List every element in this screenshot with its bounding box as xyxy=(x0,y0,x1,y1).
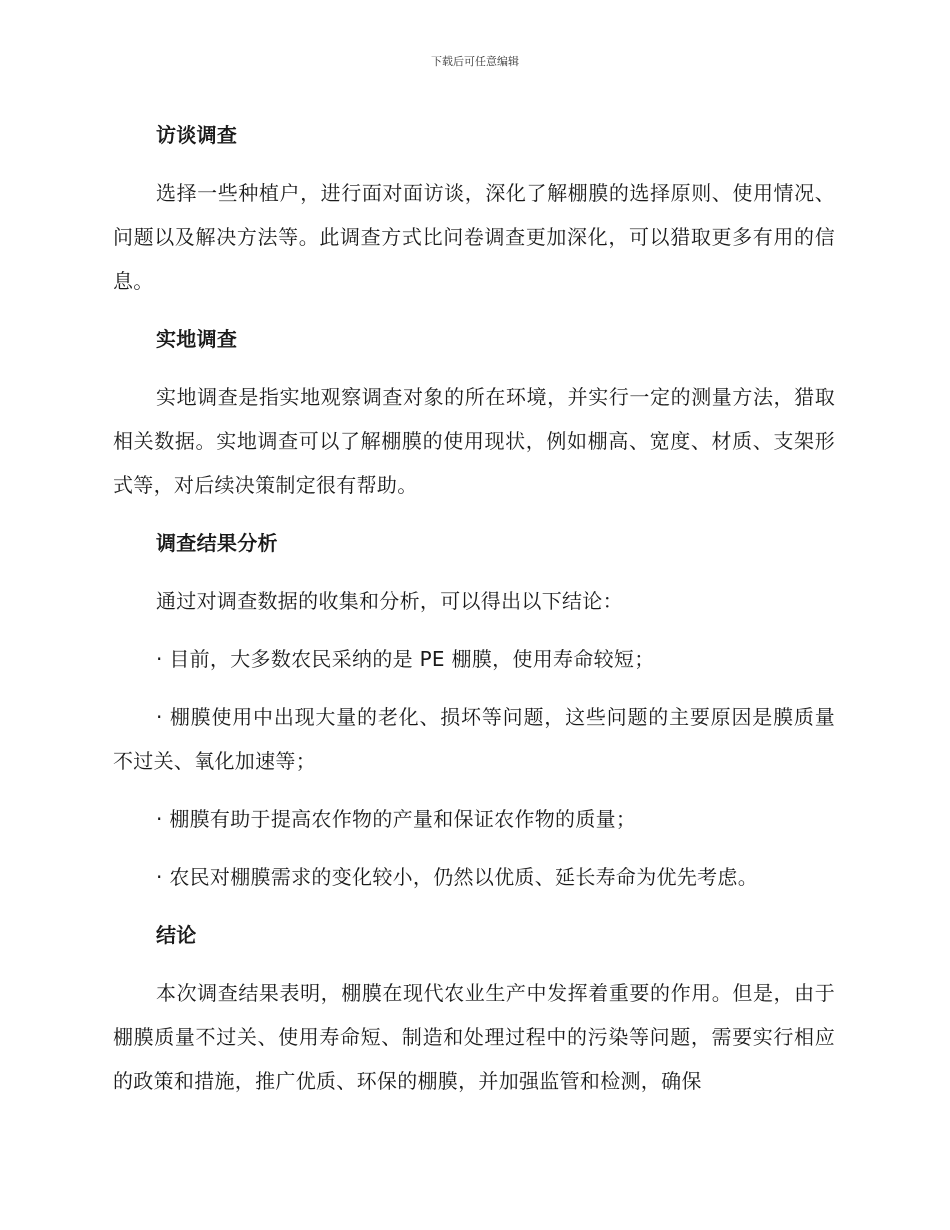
bullet-point: · 棚膜使用中出现大量的老化、损坏等问题，这些问题的主要原因是膜质量不过关、氧化加速等； xyxy=(113,705,835,773)
bullet-point: · 目前，大多数农民采纳的是 PE 棚膜，使用寿命较短； xyxy=(156,647,655,671)
section-heading-conclusion: 结论 xyxy=(156,923,197,947)
section-heading-interview: 访谈调查 xyxy=(156,123,238,147)
page-header: 下载后可任意编辑 xyxy=(431,55,519,68)
section-heading-analysis: 调查结果分析 xyxy=(156,531,278,555)
document-body xyxy=(113,113,835,1103)
paragraph-interview: 选择一些种植户，进行面对面访谈，深化了解棚膜的选择原则、使用情况、问题以及解决方法等。此调查方式比问卷调查更加深化，可以猎取更多有用的信息。 xyxy=(113,181,835,293)
section-heading-field: 实地调查 xyxy=(156,327,238,351)
paragraph-analysis-intro: 通过对调查数据的收集和分析，可以得出以下结论： xyxy=(156,589,623,613)
bullet-point: · 农民对棚膜需求的变化较小，仍然以优质、延长寿命为优先考虑。 xyxy=(156,865,759,889)
paragraph-conclusion: 本次调查结果表明，棚膜在现代农业生产中发挥着重要的作用。但是，由于棚膜质量不过关、使用寿命短、制造和处理过程中的污染等问题，需要实行相应的政策和措施，推广优质、环保的棚膜，并加强监管和检测，确保 xyxy=(113,981,835,1093)
bullet-point: · 棚膜有助于提高农作物的产量和保证农作物的质量； xyxy=(156,807,637,831)
paragraph-field: 实地调查是指实地观察调查对象的所在环境，并实行一定的测量方法，猎取相关数据。实地调查可以了解棚膜的使用现状，例如棚高、宽度、材质、支架形式等，对后续决策制定很有帮助。 xyxy=(113,385,835,497)
